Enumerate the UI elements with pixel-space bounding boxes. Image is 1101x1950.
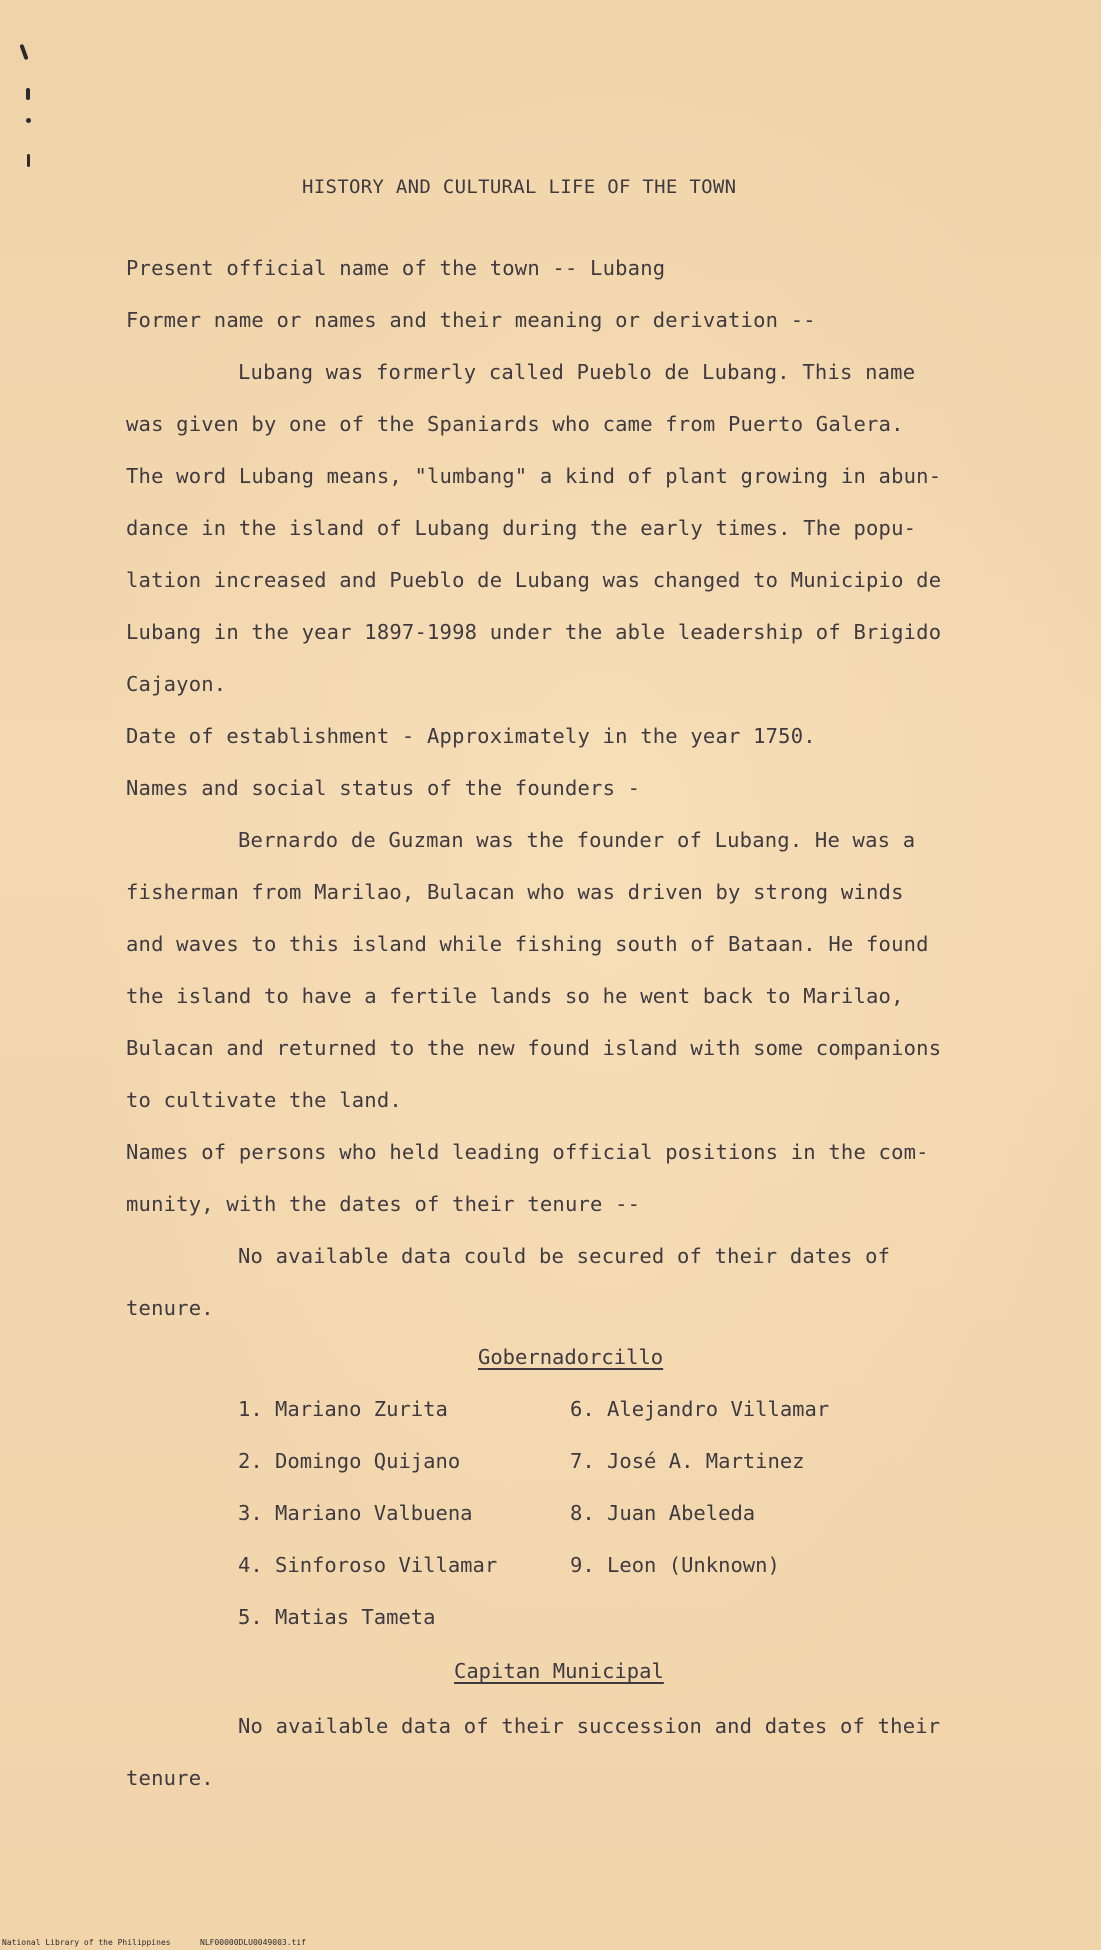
body-line: Names of persons who held leading official positions in the com- bbox=[126, 1140, 929, 1164]
footer-left-text: National Library of the Philippines bbox=[2, 1938, 171, 1947]
body-line: was given by one of the Spaniards who came from Puerto Galera. bbox=[126, 412, 904, 436]
binding-mark bbox=[26, 88, 30, 100]
gobernadorcillo-item: 5. Matias Tameta bbox=[238, 1605, 436, 1629]
body-line: Bulacan and returned to the new found island with some companions bbox=[126, 1036, 942, 1060]
body-line: Cajayon. bbox=[126, 672, 227, 696]
body-line: and waves to this island while fishing south of Bataan. He found bbox=[126, 932, 929, 956]
gobernadorcillo-item: 4. Sinforoso Villamar bbox=[238, 1553, 498, 1577]
body-line: Lubang in the year 1897-1998 under the able leadership of Brigido bbox=[126, 620, 942, 644]
body-line: tenure. bbox=[126, 1766, 214, 1790]
body-line: Bernardo de Guzman was the founder of Lubang. He was a bbox=[238, 828, 916, 852]
gobernadorcillo-item: 8. Juan Abeleda bbox=[570, 1501, 756, 1525]
body-line: fisherman from Marilao, Bulacan who was driven by strong winds bbox=[126, 880, 904, 904]
capitan-municipal-heading: Capitan Municipal bbox=[454, 1659, 664, 1683]
body-line: tenure. bbox=[126, 1296, 214, 1320]
body-line: The word Lubang means, "lumbang" a kind of plant growing in abun- bbox=[126, 464, 942, 488]
gobernadorcillo-item: 6. Alejandro Villamar bbox=[570, 1397, 830, 1421]
body-line: lation increased and Pueblo de Lubang was changed to Municipio de bbox=[126, 568, 942, 592]
document-title: HISTORY AND CULTURAL LIFE OF THE TOWN bbox=[302, 176, 737, 198]
body-line: dance in the island of Lubang during the early times. The popu- bbox=[126, 516, 917, 540]
gobernadorcillo-item: 3. Mariano Valbuena bbox=[238, 1501, 473, 1525]
body-line: Present official name of the town -- Lubang bbox=[126, 256, 666, 280]
body-line: to cultivate the land. bbox=[126, 1088, 402, 1112]
scan-footer bbox=[0, 1936, 1101, 1950]
gobernadorcillo-item: 2. Domingo Quijano bbox=[238, 1449, 461, 1473]
body-line: Date of establishment - Approximately in the year 1750. bbox=[126, 724, 816, 748]
body-line: No available data of their succession and dates of their bbox=[238, 1714, 941, 1738]
gobernadorcillo-item: 7. José A. Martinez bbox=[570, 1449, 805, 1473]
body-line: No available data could be secured of their dates of bbox=[238, 1244, 891, 1268]
body-line: Former name or names and their meaning or derivation -- bbox=[126, 308, 816, 332]
gobernadorcillo-item: 1. Mariano Zurita bbox=[238, 1397, 448, 1421]
gobernadorcillo-item: 9. Leon (Unknown) bbox=[570, 1553, 780, 1577]
binding-mark bbox=[26, 118, 31, 123]
footer-right-text: NLF00000DLU0049003.tif bbox=[200, 1938, 306, 1947]
body-line: the island to have a fertile lands so he went back to Marilao, bbox=[126, 984, 904, 1008]
binding-mark bbox=[27, 154, 30, 167]
body-line: Lubang was formerly called Pueblo de Lubang. This name bbox=[238, 360, 916, 384]
gobernadorcillo-heading: Gobernadorcillo bbox=[478, 1345, 664, 1369]
body-line: Names and social status of the founders - bbox=[126, 776, 641, 800]
body-line: munity, with the dates of their tenure -- bbox=[126, 1192, 641, 1216]
binding-mark bbox=[19, 44, 28, 60]
